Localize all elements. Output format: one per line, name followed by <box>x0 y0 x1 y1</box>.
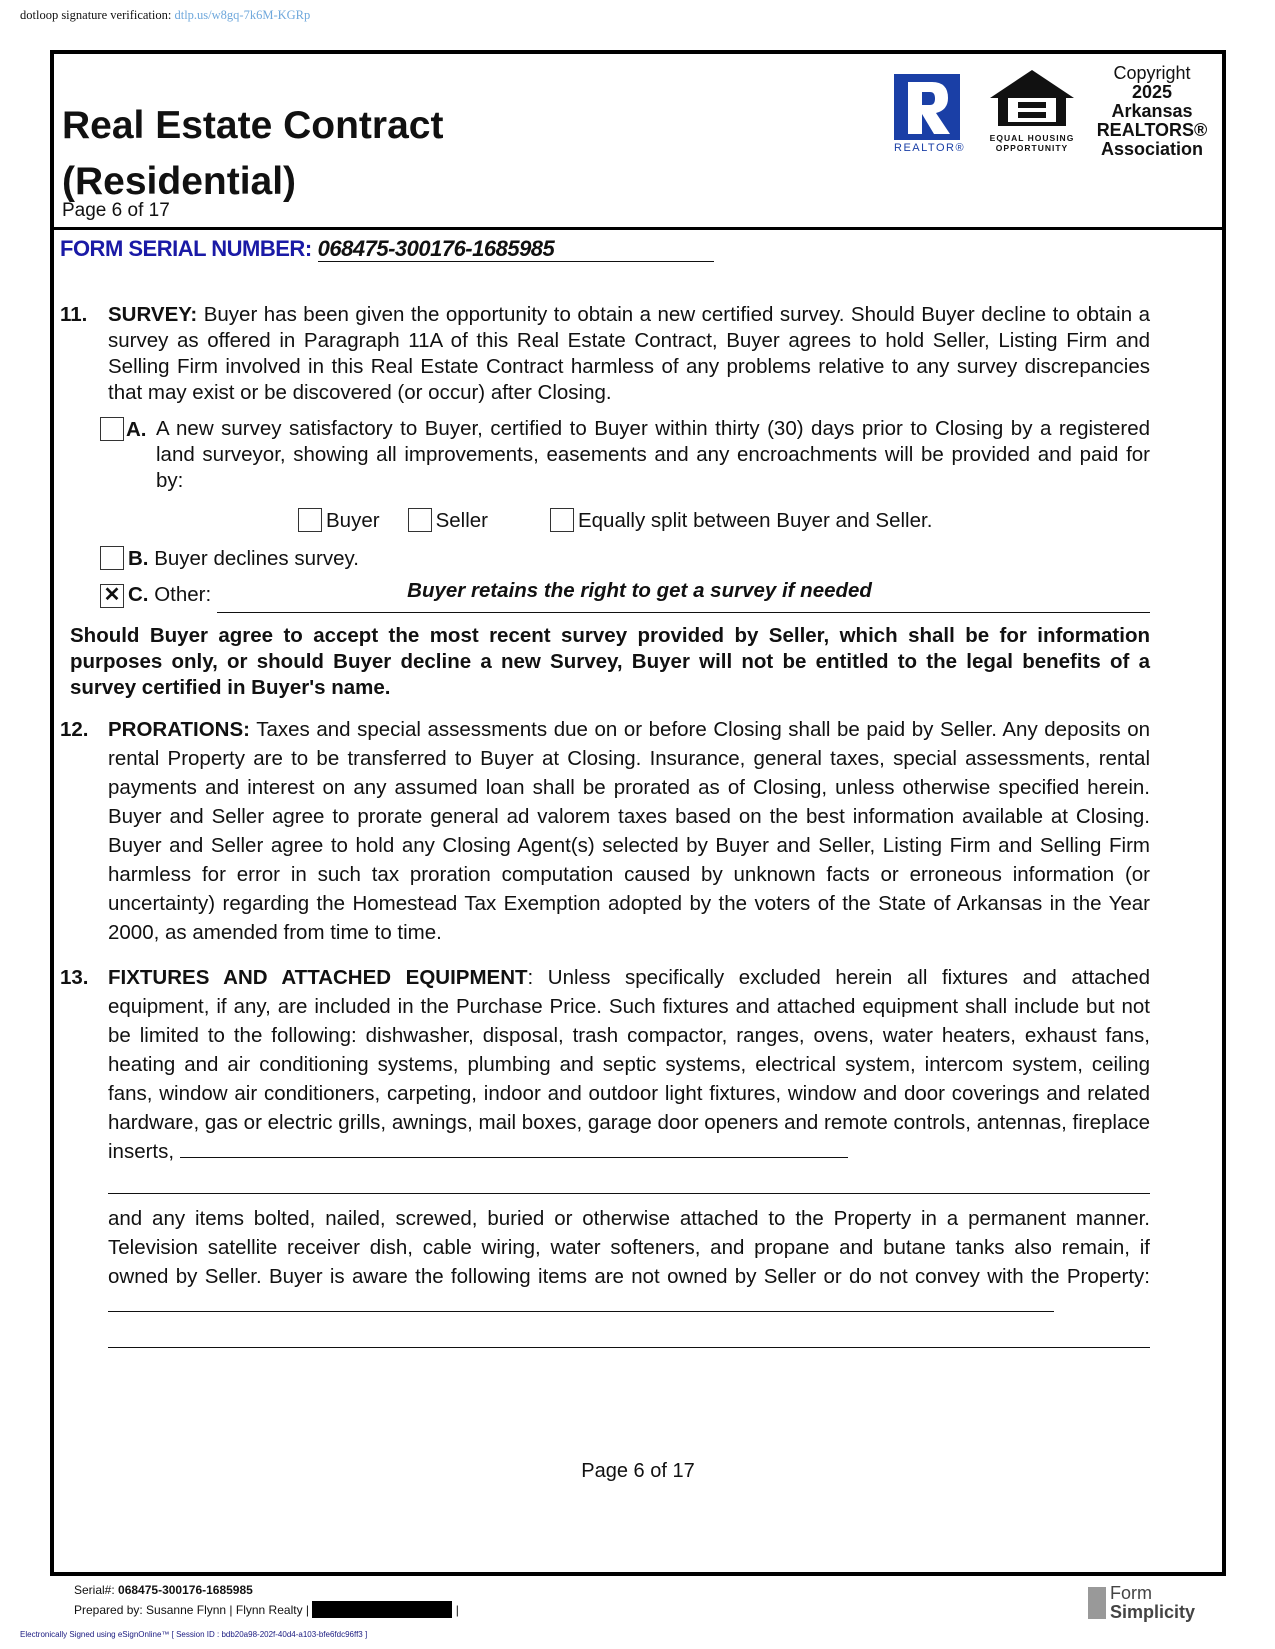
payer-seller[interactable]: Seller <box>408 508 488 534</box>
survey-option-b: B. Buyer declines survey. <box>60 546 1150 572</box>
contract-page <box>50 50 1226 1576</box>
option-a-checkbox[interactable] <box>100 417 124 441</box>
section-prorations: 12. PRORATIONS: Taxes and special assessments due on or before Closing shall be paid by Seller. Any deposits on rental Property are to be transferred to Buyer at Closing. Insurance, general taxes, special assessments, rental payments and interest on any assumed loan shall be prorated as of Closing, unless otherwise specified herein. Buyer and Seller agree to prorate general ad valorem taxes based on the best information available at Closing. Buyer and Seller agree to hold any Closing Agent(s) selected by Buyer and Seller, Listing Firm and Selling Firm harmless for error in such tax proration computation caused by unknown facts or erroneous information (or uncertainty) regarding the Homestead Tax Exemption adopted by the voters of the State of Arkansas in the Year 2000, as amended from time to time. <box>60 718 1151 944</box>
section-survey: 11. SURVEY: Buyer has been given the opportunity to obtain a new certified survey. Should Buyer decline to obtain a survey as offered in Paragraph 11A of this Real Estate Contract, Buyer agrees to hold Seller, Listing Firm and Selling Firm involved in this Real Estate Contract harmless of any problems relative to any survey discrepancies that may exist or be discovered (or occur) after Closing. <box>60 303 1150 404</box>
page-footer-number: Page 6 of 17 <box>581 1460 695 1482</box>
document-icon <box>1088 1587 1106 1619</box>
copyright-notice: Copyright 2025 Arkansas REALTORS® Association <box>1096 63 1208 159</box>
form-simplicity-logo: Form Simplicity <box>1088 1584 1195 1622</box>
redacted-block <box>312 1601 452 1618</box>
equal-housing-logo: EQUAL HOUSING OPPORTUNITY <box>986 68 1078 153</box>
form-footer: Serial#: 068475-300176-1685985 Prepared by: Susanne Flynn | Flynn Realty | | <box>74 1583 459 1617</box>
survey-note: Should Buyer agree to accept the most recent survey provided by Seller, which shall be for information purposes only, or should Buyer decline a new Survey, Buyer will not be entitled to the legal benefits of a survey certified in Buyer's name. <box>70 624 1150 699</box>
fixtures-included-field-line2[interactable] <box>108 1176 1150 1194</box>
survey-option-c: ✕ C. Other: Buyer retains the right to get a survey if needed <box>60 582 1150 609</box>
fixtures-included-field[interactable] <box>180 1140 848 1158</box>
signature-verification: dotloop signature verification: dtlp.us/w8gq-7k6M-KGRp <box>20 8 311 22</box>
option-b-checkbox[interactable] <box>100 546 124 570</box>
realtor-r-icon <box>894 74 960 140</box>
survey-option-a: A. A new survey satisfactory to Buyer, certified to Buyer within thirty (30) days prior to Closing by a registered land surveyor, showing all improvements, easements and any encroachments will be provided and paid for by: <box>60 416 1150 494</box>
option-c-other-field[interactable]: Buyer retains the right to get a survey if needed <box>217 586 1150 613</box>
page-title: Real Estate Contract (Residential) <box>62 104 444 203</box>
payer-split[interactable]: Equally split between Buyer and Seller. <box>550 508 932 534</box>
form-serial-number: FORM SERIAL NUMBER: 068475-300176-1685985 <box>60 236 714 262</box>
equal-housing-house-icon <box>988 68 1076 128</box>
payer-buyer[interactable]: Buyer <box>298 508 380 534</box>
page-number: Page 6 of 17 <box>62 200 170 221</box>
fixtures-excluded-text: and any items bolted, nailed, screwed, buried or otherwise attached to the Property in a permanent manner. Television satellite receiver dish, cable wiring, water softeners, and propane and butane tanks also remain, if owned by Seller. Buyer is aware the following items are not owned by Seller or do not convey with the Property: <box>108 1204 1150 1320</box>
contract-body <box>60 272 1150 1348</box>
verification-link[interactable]: dtlp.us/w8gq-7k6M-KGRp <box>174 8 311 22</box>
excluded-items-field-line2[interactable] <box>108 1330 1150 1348</box>
survey-payer-options <box>60 508 1150 534</box>
excluded-items-field[interactable] <box>108 1294 1054 1312</box>
option-c-checkbox[interactable]: ✕ <box>100 584 124 608</box>
section-fixtures: 13. FIXTURES AND ATTACHED EQUIPMENT: Unless specifically excluded herein all fixtures and attached equipment, if any, are included in the Purchase Price. Such fixtures and attached equipment shall include but not be limited to the following: dishwasher, disposal, trash compactor, ranges, ovens, water heaters, exhaust fans, heating and air conditioning systems, plumbing and septic systems, electrical system, intercom system, ceiling fans, window air conditioners, carpeting, indoor and outdoor light fixtures, window and door coverings and related hardware, gas or electric grills, awnings, mail boxes, garage door openers and remote controls, antennas, fireplace inserts, <box>60 966 1150 1163</box>
realtor-logo: REALTOR® <box>894 74 964 159</box>
page-header <box>54 54 1222 230</box>
esign-notice: Electronically Signed using eSignOnline™ [ Session ID : bdb20a98-202f-40d4-a103-bfe6fdc96ff3 ] <box>20 1630 368 1639</box>
